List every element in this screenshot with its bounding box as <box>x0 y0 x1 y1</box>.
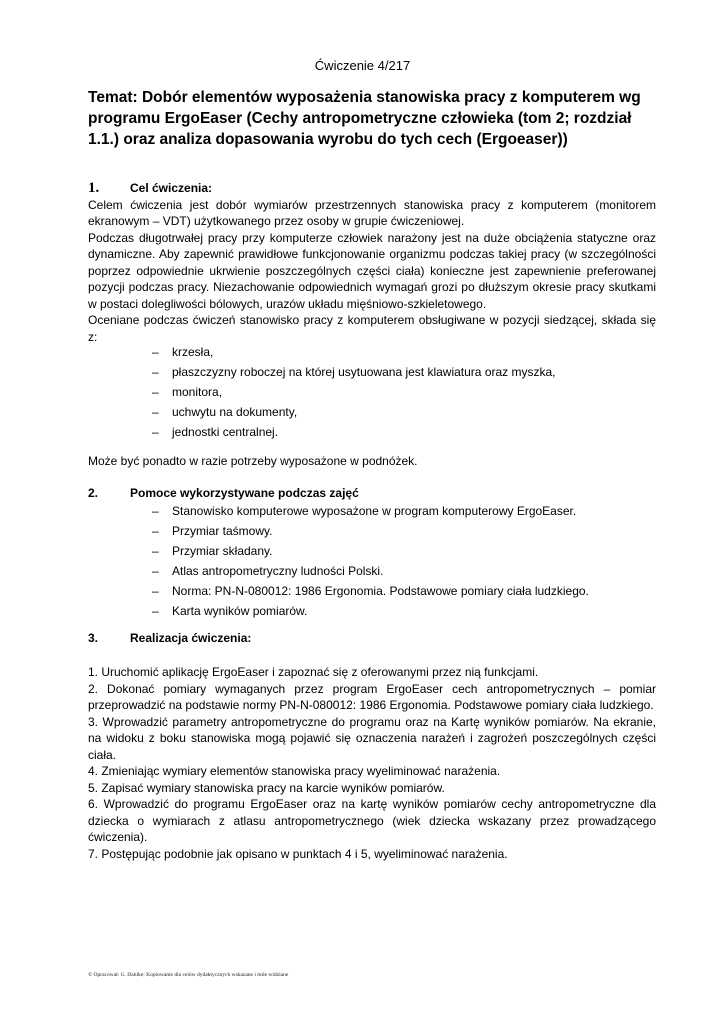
section-1-title: Cel ćwiczenia: <box>130 181 213 195</box>
section-3-heading <box>88 630 656 647</box>
section-1-heading <box>88 180 656 197</box>
list-item: – Karta wyników pomiarów. <box>152 601 652 621</box>
paragraph: Oceniane podczas ćwiczeń stanowisko pracy z komputerem obsługiwane w pozycji siedzącej, składa się z: <box>88 313 656 344</box>
dash-bullet: – <box>152 425 159 439</box>
footrest-note: Może być ponadto w razie potrzeby wyposażone w podnóżek. <box>88 454 418 468</box>
procedure-steps <box>88 664 656 862</box>
section-2 <box>88 485 656 502</box>
section-2-heading <box>88 485 656 502</box>
section-2-title: Pomoce wykorzystywane podczas zajęć <box>130 486 359 500</box>
list-item: – Przymiar taśmowy. <box>152 521 652 541</box>
paragraph: Podczas długotrwałej pracy przy komputerze człowiek narażony jest na duże obciążenia statyczne oraz dynamiczne. Aby zapewnić prawidłowe funkcjonowanie organizmu podczas takiej pracy (w szczególności poprzez odpowiednie ukrwienie poszczególnych części ciała) konieczne jest zapewnienie preferowanej pozycji podczas pracy. Niezachowanie odpowiednich wymagań grozi po dłuższym okresie pracy skutkami w postaci dolegliwości bólowych, urazów układu mięśniowo-szkieletowego. <box>88 230 656 311</box>
dash-bullet: – <box>152 604 159 618</box>
list-item: – jednostki centralnej. <box>152 422 652 442</box>
list-item: – uchwytu na dokumenty, <box>152 402 652 422</box>
section-2-number: 2. <box>88 486 99 500</box>
section-3-number: 3. <box>88 631 99 645</box>
dash-bullet: – <box>152 365 159 379</box>
dash-bullet: – <box>152 524 159 538</box>
list-item: – monitora, <box>152 382 652 402</box>
step: 7. Postępując podobnie jak opisano w punktach 4 i 5, wyeliminować narażenia. <box>88 846 508 861</box>
section-1 <box>88 180 656 345</box>
document-title: Temat: Dobór elementów wyposażenia stanowiska pracy z komputerem wg programu ErgoEaser (Cechy antropometryczne człowieka (tom 2; rozdział 1.1.) oraz analiza dopasowania wyrobu do tych cech (Ergoeaser)) <box>88 89 641 148</box>
list-item: – Przymiar składany. <box>152 541 652 561</box>
dash-bullet: – <box>152 544 159 558</box>
aids-list <box>152 501 652 621</box>
workstation-list <box>152 342 652 442</box>
section-3-title: Realizacja ćwiczenia: <box>130 631 252 645</box>
list-item: – Stanowisko komputerowe wyposażone w program komputerowy ErgoEaser. <box>152 501 652 521</box>
dash-bullet: – <box>152 584 159 598</box>
list-item: – płaszczyzny roboczej na której usytuowana jest klawiatura oraz myszka, <box>152 362 652 382</box>
dash-bullet: – <box>152 345 159 359</box>
dash-bullet: – <box>152 504 159 518</box>
step: 4. Zmieniając wymiary elementów stanowiska pracy wyeliminować narażenia. <box>88 764 501 778</box>
section-3 <box>88 630 656 647</box>
step: 6. Wprowadzić do programu ErgoEaser oraz na kartę wyników pomiarów cechy antropometryczne dla dziecka o wymiarach z atlasu antropometrycznego (wiek dziecka wskazany przez prowadzącego ćwiczenia). <box>88 797 656 844</box>
step: 1. Uruchomić aplikację ErgoEaser i zapoznać się z oferowanymi przez nią funkcjami. <box>88 665 539 679</box>
dash-bullet: – <box>152 405 159 419</box>
copyright-footer: © Opracował: G. Dahlke; Kopiowanie dla celów dydaktycznych wskazane i mile widziane <box>88 972 289 978</box>
section-1-number: 1. <box>88 180 100 196</box>
step: 5. Zapisać wymiary stanowiska pracy na karcie wyników pomiarów. <box>88 780 445 795</box>
list-item: – Atlas antropometryczny ludności Polski. <box>152 561 652 581</box>
exercise-number: Ćwiczenie 4/217 <box>314 58 411 73</box>
dash-bullet: – <box>152 564 159 578</box>
list-item: – Norma: PN-N-080012: 1986 Ergonomia. Podstawowe pomiary ciała ludzkiego. <box>152 581 652 601</box>
step: 3. Wprowadzić parametry antropometryczne do programu oraz na Kartę wyników pomiarów. Na ekranie, na widoku z boku stanowiska mogą pojawić się oznaczenia narażeń i zagrożeń poszczególnych części ciała. <box>88 714 656 762</box>
paragraph: Celem ćwiczenia jest dobór wymiarów przestrzennych stanowiska pracy z komputerem (monitorem ekranowym – VDT) użytkowanego przez osoby w grupie ćwiczeniowej. <box>88 197 656 228</box>
list-item: – krzesła, <box>152 342 652 362</box>
step: 2. Dokonać pomiary wymaganych przez program ErgoEaser cech antropometrycznych – pomiar przeprowadzić na podstawie normy PN-N-080012: 1986 Ergonomia. Podstawowe pomiary ciała ludzkiego. <box>88 681 656 712</box>
dash-bullet: – <box>152 385 159 399</box>
